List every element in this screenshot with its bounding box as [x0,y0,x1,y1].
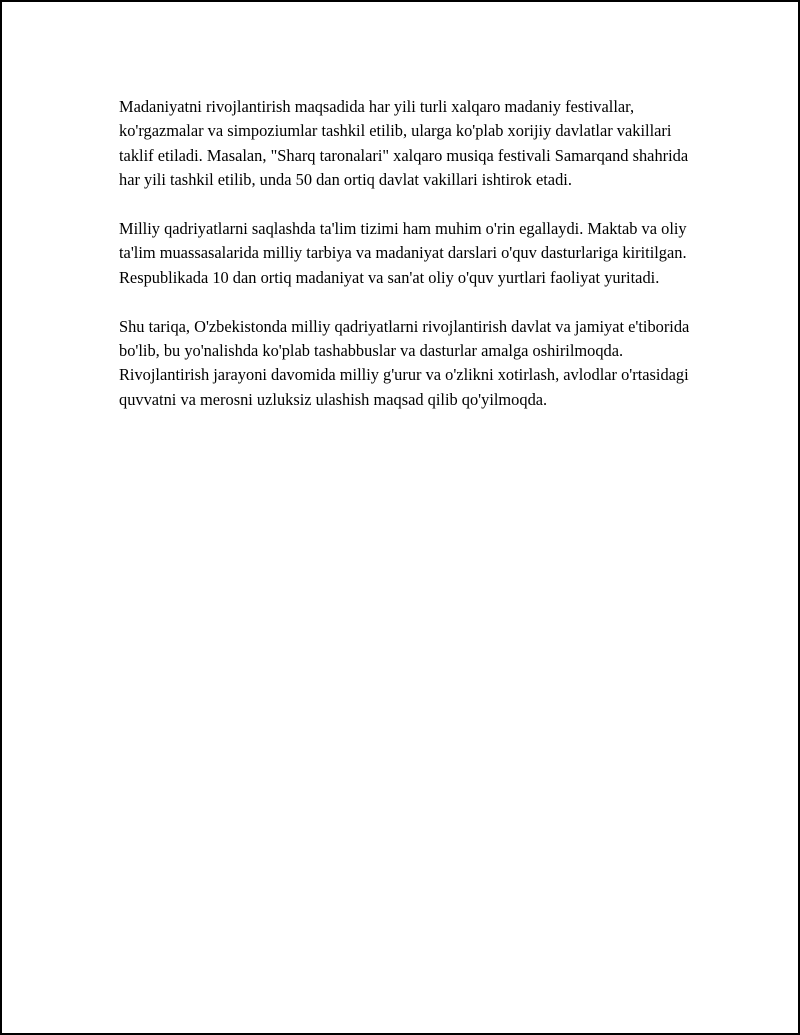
paragraph-conclusion: Shu tariqa, O'zbekistonda milliy qadriyatlarni rivojlantirish davlat va jamiyat e'tiborida bo'lib, bu yo'nalishda ko'plab tashabbuslar va dasturlar amalga oshirilmoqda. Rivojlantirish jarayoni davomida milliy g'urur va o'zlikni xotirlash, avlodlar o'rtasidagi quvvatni va merosni uzluksiz ulashish maqsad qilib qo'yilmoqda. [119,316,690,409]
paragraph-education: Milliy qadriyatlarni saqlashda ta'lim tizimi ham muhim o'rin egallaydi. Maktab va oliy ta'lim muassasalarida milliy tarbiya va madaniyat darslari o'quv dasturlariga kiritilgan. Respublikada 10 dan ortiq madaniyat va san'at oliy o'quv yurtlari faoliyat yuritadi. [119,219,687,287]
document-body [119,95,704,412]
paragraph-festivals: Madaniyatni rivojlantirish maqsadida har yili turli xalqaro madaniy festivallar, ko'rgazmalar va simpoziumlar tashkil etilib, ularga ko'plab xorijiy davlatlar vakillari taklif etiladi. Masalan, "Sharq taronalari" xalqaro musiqa festivali Samarqand shahrida har yili tashkil etilib, unda 50 dan ortiq davlat vakillari ishtirok etadi. [119,97,689,190]
